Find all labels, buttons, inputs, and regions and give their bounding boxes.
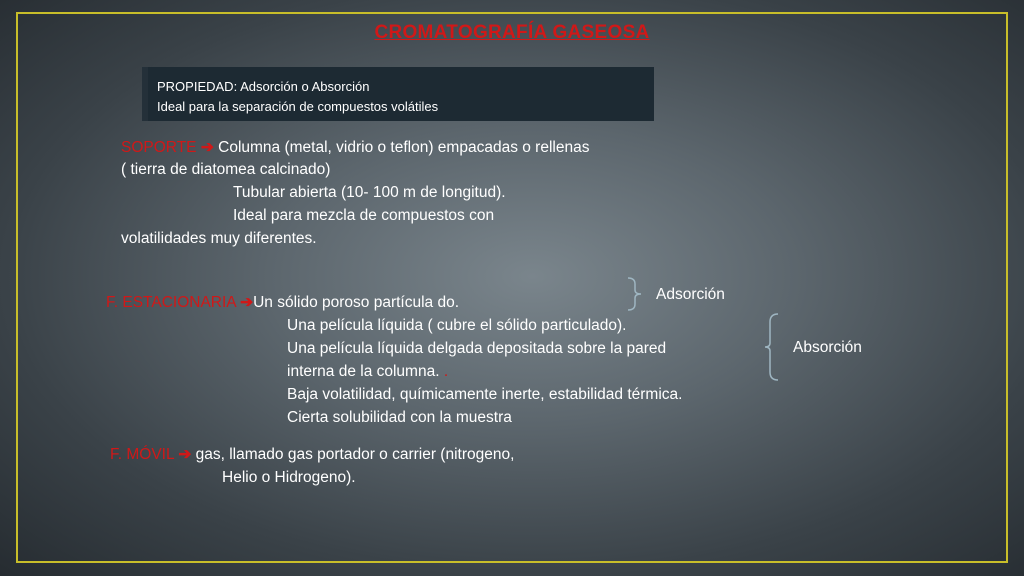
movil-text: gas, llamado gas portador o carrier (nitrogeno, — [191, 446, 515, 463]
adsorcion-label: Adsorción — [656, 286, 725, 303]
arrow-icon: ➔ — [178, 446, 192, 463]
soporte-text: Columna (metal, vidrio o teflon) empacadas o rellenas — [213, 139, 590, 156]
soporte-line-1 — [121, 138, 589, 157]
slide-title: CROMATOGRAFÍA GASEOSA — [374, 22, 650, 43]
estacionaria-label: F. ESTACIONARIA — [106, 294, 241, 311]
soporte-line-3: Tubular abierta (10- 100 m de longitud). — [233, 184, 506, 201]
estacionaria-line-3: Una película líquida delgada depositada sobre la pared — [287, 340, 667, 357]
estacionaria-line-6: Cierta solubilidad con la muestra — [287, 409, 512, 426]
soporte-label: SOPORTE — [121, 139, 197, 156]
estacionaria-text: Un sólido poroso partícula do. — [253, 294, 460, 311]
soporte-line-2: ( tierra de diatomea calcinado) — [121, 161, 331, 178]
property-line: PROPIEDAD: Adsorción o Absorción — [157, 79, 370, 94]
movil-line-2: Helio o Hidrogeno). — [222, 469, 356, 486]
adsorcion-brace-icon — [624, 276, 644, 312]
estacionaria-line-1 — [106, 293, 459, 312]
estacionaria-line-4-text: interna de la columna. — [287, 363, 444, 380]
absorcion-brace-icon — [764, 312, 786, 382]
soporte-line-5: volatilidades muy diferentes. — [121, 230, 317, 247]
absorcion-label: Absorción — [793, 339, 862, 356]
arrow-icon: ➔ — [240, 294, 254, 311]
estacionaria-line-5: Baja volatilidad, químicamente inerte, estabilidad térmica. — [287, 386, 683, 403]
movil-label: F. MÓVIL — [110, 446, 179, 463]
property-box — [142, 67, 654, 121]
estacionaria-line-2: Una película líquida ( cubre el sólido particulado). — [287, 317, 627, 334]
arrow-icon: ➔ — [200, 139, 214, 156]
movil-line-1 — [110, 445, 514, 464]
soporte-line-4: Ideal para mezcla de compuestos con — [233, 207, 495, 224]
red-dot: . — [443, 363, 449, 380]
estacionaria-line-4 — [287, 363, 448, 381]
ideal-line: Ideal para la separación de compuestos volátiles — [157, 99, 439, 114]
